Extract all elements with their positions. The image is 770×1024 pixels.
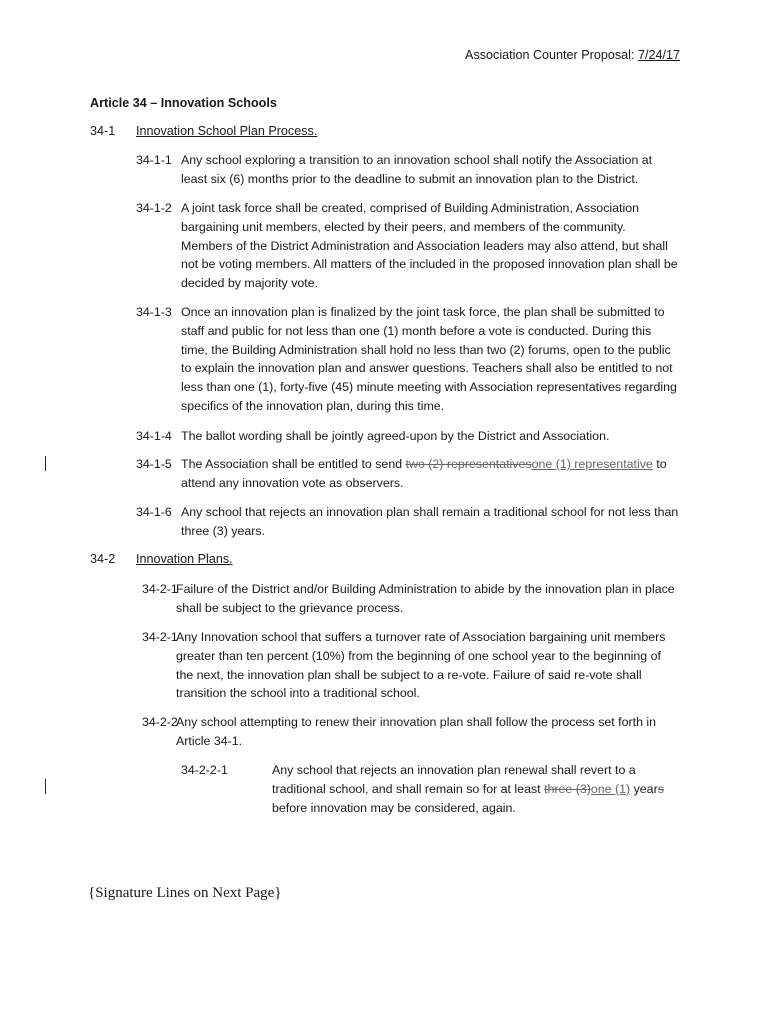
clause-text: Failure of the District and/or Building Administration to abide by the innovation plan in place shall be subject to the grievance process. bbox=[176, 582, 675, 615]
text-after: to attend any innovation vote as observers. bbox=[181, 457, 667, 490]
text-before: Any school that rejects an innovation plan renewal shall revert to a traditional school, and shall remain so for at least bbox=[272, 763, 636, 796]
revision-bar bbox=[45, 456, 46, 471]
inserted-text: one (1) bbox=[590, 781, 631, 796]
clause-text bbox=[136, 455, 680, 493]
clause-number: 34-1-2 bbox=[136, 201, 172, 215]
header-label: Association Counter Proposal: bbox=[465, 48, 635, 62]
text-before: The Association shall be entitled to send bbox=[181, 457, 406, 471]
clause-text: Any school that rejects an innovation plan shall remain a traditional school for not less than three (3) years. bbox=[181, 505, 679, 538]
clause-text: Once an innovation plan is finalized by the joint task force, the plan shall be submitted to staff and public for not less than one (1) month before a vote is conducted. During this time, the Building Administration shall hold no less than two (2) forums, open to the public to explain the innovation plan and answer questions. Teachers shall also be entitled to not less than one (1), forty-five (45) minute meeting with Association representatives regarding specifics of the innovation plan, during this time. bbox=[181, 305, 677, 413]
clause-34-1-1 bbox=[136, 151, 680, 189]
clause-34-2-1 bbox=[136, 580, 680, 618]
section-34-1 bbox=[90, 124, 317, 138]
clause-34-1-5 bbox=[136, 455, 680, 493]
clause-number: 34-2-2-1 bbox=[181, 763, 228, 777]
clause-number: 34-2-1 bbox=[142, 630, 178, 644]
clause-number: 34-1-5 bbox=[136, 457, 172, 471]
clause-text: The ballot wording shall be jointly agreed-upon by the District and Association. bbox=[181, 429, 610, 443]
section-number: 34-1 bbox=[90, 124, 116, 138]
signature-note: {Signature Lines on Next Page} bbox=[88, 885, 282, 901]
clause-number: 34-1-4 bbox=[136, 429, 172, 443]
clause-number: 34-2-1 bbox=[142, 582, 178, 596]
section-heading: Innovation School Plan Process. bbox=[136, 124, 318, 138]
clause-number: 34-1-3 bbox=[136, 305, 172, 319]
clause-number: 34-2-2 bbox=[142, 715, 178, 729]
clause-text bbox=[181, 761, 670, 817]
clause-text: A joint task force shall be created, comprised of Building Administration, Association bargaining unit members, elected by their peers, and members of the community. Members of the District Administration and Association leaders may also attend, but shall not be voting members. All matters of the included in the proposed innovation plan shall be decided by majority vote. bbox=[181, 201, 678, 291]
clause-34-1-4 bbox=[136, 427, 680, 446]
clause-text: Any school exploring a transition to an innovation school shall notify the Association at least six (6) months prior to the deadline to submit an innovation plan to the District. bbox=[181, 153, 653, 186]
section-heading: Innovation Plans. bbox=[136, 552, 233, 566]
document-header bbox=[465, 48, 680, 62]
article-title: Article 34 – Innovation Schools bbox=[90, 96, 277, 110]
clause-34-1-3 bbox=[136, 303, 680, 416]
section-number: 34-2 bbox=[90, 552, 116, 566]
clause-34-1-2 bbox=[136, 199, 680, 293]
header-date: 7/24/17 bbox=[637, 48, 680, 62]
clause-number: 34-1-6 bbox=[136, 505, 172, 519]
deleted-text: two (2) representatives bbox=[405, 457, 532, 471]
clause-34-1-6 bbox=[136, 503, 680, 541]
clause-34-2-2 bbox=[136, 713, 680, 751]
deleted-text: three (3) bbox=[544, 781, 591, 796]
section-34-2 bbox=[90, 552, 233, 566]
clause-34-2-1b bbox=[136, 628, 680, 703]
text-after: before innovation may be considered, again. bbox=[272, 800, 516, 815]
clause-text: Any school attempting to renew their innovation plan shall follow the process set forth in Article 34-1. bbox=[176, 715, 657, 748]
clause-number: 34-1-1 bbox=[136, 153, 172, 167]
revision-bar bbox=[45, 779, 46, 794]
inserted-text: one (1) representative bbox=[531, 457, 653, 471]
deleted-text: s bbox=[657, 781, 664, 796]
clause-34-2-2-1 bbox=[181, 761, 670, 817]
text-mid: year bbox=[630, 781, 658, 796]
clause-text: Any Innovation school that suffers a turnover rate of Association bargaining unit members greater than ten percent (10%) from the beginning of one school year to the beginning of the next, the innovation plan shall be subject to a re-vote. Failure of said re-vote shall transition the school into a traditional school. bbox=[176, 630, 666, 701]
